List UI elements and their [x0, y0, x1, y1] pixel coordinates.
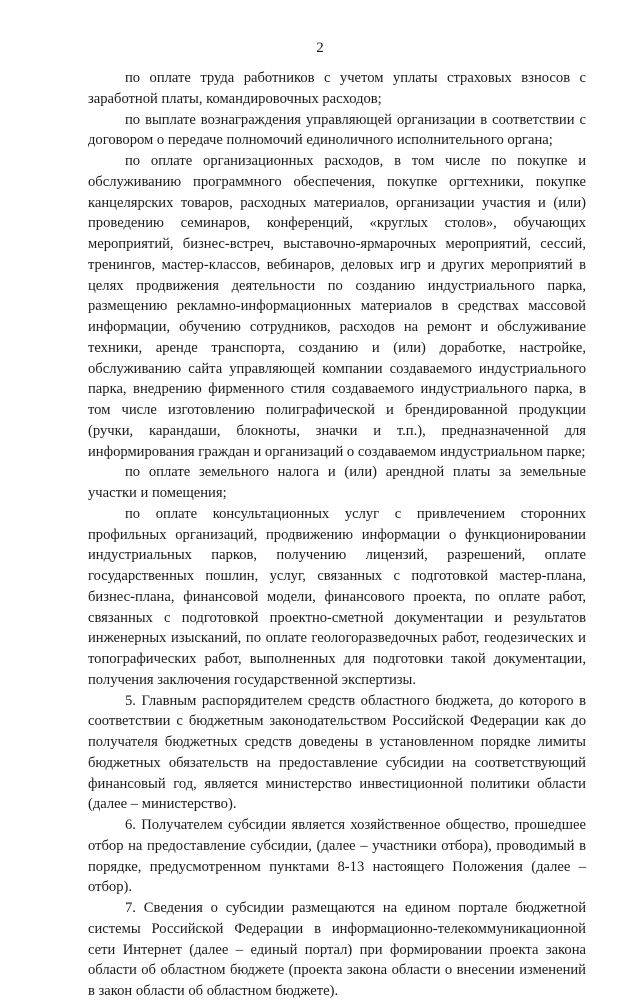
paragraph-item-7: 7. Сведения о субсидии размещаются на едином портале бюджетной системы Российской Федерации в информационно-телекоммуникационной сети Интернет (далее – единый портал) при формировании проекта закона области об областном бюджете (проекта закона области о внесении изменений в закон области об областном бюджете). — [88, 900, 586, 999]
paragraph-item-5: 5. Главным распорядителем средств областного бюджета, до которого в соответствии с бюджетным законодательством Российской Федерации как до получателя бюджетных средств доведены в установленном порядке лимиты бюджетных обязательств на предоставление субсидии на соответствующий финансовый год, является министерство инвестиционной политики области (далее – министерство). — [88, 692, 586, 813]
document-body — [88, 68, 586, 1002]
paragraph-organizational-costs: по оплате организационных расходов, в том числе по покупке и обслуживанию программного обеспечения, покупке оргтехники, покупке канцелярских товаров, расходных материалов, организации участия и (или) проведению семинаров, конференций, «круглых столов», обучающих мероприятий, бизнес-встреч, выставочно-ярмарочных мероприятий, сессий, тренингов, мастер-классов, вебинаров, деловых игр и других мероприятий в целях продвижения деятельности по созданию индустриального парка, размещению рекламно-информационных материалов в средствах массовой информации, обучению сотрудников, расходов на ремонт и обслуживание техники, аренде транспорта, созданию и (или) доработке, настройке, обслуживанию сайта управляющей компании создаваемого индустриального парка, внедрению фирменного стиля создаваемого индустриального парка, в том числе изготовлению полиграфической и брендированной продукции (ручки, карандаши, блокноты, значки и т.п.), предназначенной для информирования граждан и организаций о создаваемом индустриальном парке; — [88, 153, 586, 460]
paragraph-item-6: 6. Получателем субсидии является хозяйственное общество, прошедшее отбор на предоставление субсидии, (далее – участники отбора), проводимый в порядке, предусмотренном пунктами 8-13 настоящего Положения (далее – отбор). — [88, 817, 586, 896]
page-number: 2 — [316, 40, 324, 56]
paragraph-management-fee: по выплате вознаграждения управляющей организации в соответствии с договором о передаче полномочий единоличного исполнительного органа; — [88, 111, 586, 149]
paragraph-land-tax: по оплате земельного налога и (или) арендной платы за земельные участки и помещения; — [88, 464, 586, 501]
paragraph-consulting-services: по оплате консультационных услуг с привлечением сторонних профильных организаций, продвижению информации о функционировании индустриальных парков, получению лицензий, разрешений, оплате государственных пошлин, услуг, связанных с подготовкой мастер-плана, бизнес-плана, финансовой модели, финансового проекта, по оплате работ, связанных с подготовкой проектно-сметной документации и результатов инженерных изысканий, по оплате геологоразведочных работ, геодезических и топографических работ, выполненных для подготовки такой документации, получения заключения государственной экспертизы. — [88, 505, 586, 688]
paragraph-labor-costs: по оплате труда работников с учетом уплаты страховых взносов с заработной платы, командировочных расходов; — [88, 70, 586, 107]
